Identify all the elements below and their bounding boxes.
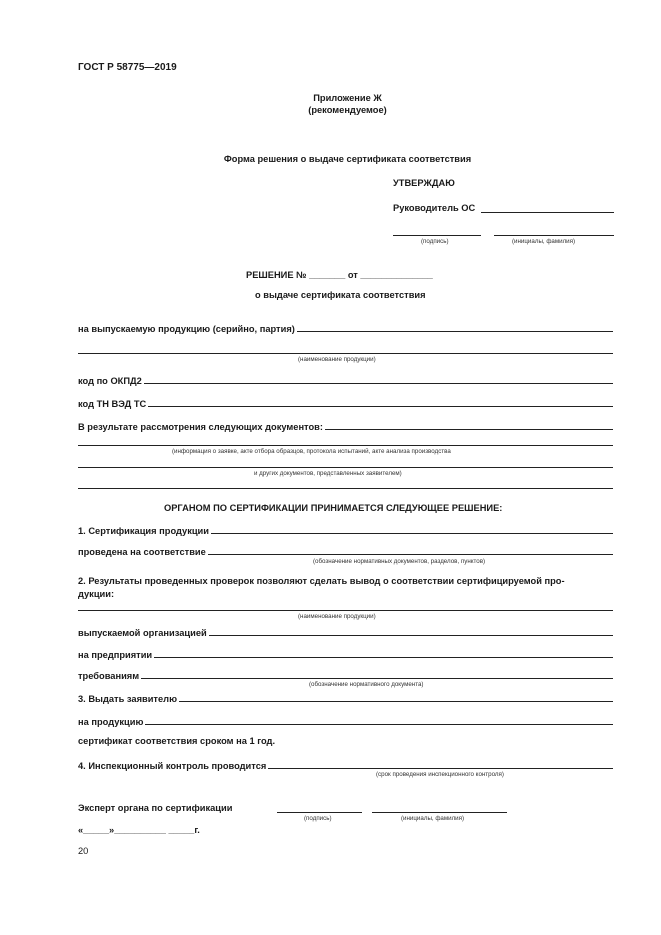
head-signature-caption: (подпись) xyxy=(421,238,449,245)
manufacturer-label: выпускаемой организацией xyxy=(78,628,207,638)
item2-line2: дукции: xyxy=(78,589,115,599)
documents-line-3[interactable] xyxy=(78,467,613,468)
product-label: на выпускаемую продукцию (серийно, партия) xyxy=(78,324,295,334)
item3-label: 3. Выдать заявителю xyxy=(78,694,178,704)
head-label: Руководитель ОС xyxy=(393,203,476,213)
documents-field[interactable] xyxy=(78,418,613,432)
enterprise-label: на предприятии xyxy=(78,650,153,660)
expert-signature-caption: (подпись) xyxy=(304,815,332,822)
item3-product-label: на продукцию xyxy=(78,717,144,727)
product-field[interactable] xyxy=(78,320,613,334)
head-initials-line[interactable] xyxy=(494,235,614,236)
head-signature-line[interactable] xyxy=(393,235,481,236)
documents-line-2[interactable] xyxy=(78,445,613,446)
item2-caption: (наименование продукции) xyxy=(298,613,376,620)
standard-code: ГОСТ Р 58775—2019 xyxy=(78,62,177,73)
resolution-heading: ОРГАНОМ ПО СЕРТИФИКАЦИИ ПРИНИМАЕТСЯ СЛЕДУЮЩЕЕ РЕШЕНИЕ: xyxy=(164,503,503,513)
form-title: Форма решения о выдаче сертификата соответствия xyxy=(223,154,472,164)
manufacturer-field[interactable] xyxy=(78,624,613,638)
documents-label: В результате рассмотрения следующих документов: xyxy=(78,422,323,432)
head-name-line[interactable] xyxy=(481,212,614,213)
head-initials-caption: (инициалы, фамилия) xyxy=(512,238,576,245)
item4-label: 4. Инспекционный контроль проводится xyxy=(78,761,267,771)
item1-caption: (обозначение нормативных документов, разделов, пунктов) xyxy=(313,558,486,565)
decision-title: РЕШЕНИЕ № _______ от ______________ xyxy=(246,270,433,280)
okpd-field[interactable] xyxy=(78,372,613,386)
okpd-label: код по ОКПД2 xyxy=(78,376,142,386)
item1-conducted-label: проведена на соответствие xyxy=(78,547,206,557)
item4-caption: (срок проведения инспекционного контроля) xyxy=(376,771,504,778)
documents-caption-1: (информация о заявке, акте отбора образцов, протокола испытаний, акте анализа производства xyxy=(172,448,451,455)
enterprise-field[interactable] xyxy=(78,646,613,660)
tnved-field[interactable] xyxy=(78,395,613,409)
expert-label: Эксперт органа по сертификации xyxy=(78,803,233,813)
appendix-note: (рекомендуемое) xyxy=(308,105,387,115)
item3-term: сертификат соответствия сроком на 1 год. xyxy=(78,736,276,746)
approve-label: УТВЕРЖДАЮ xyxy=(393,178,455,188)
expert-signature-line[interactable] xyxy=(277,812,362,813)
appendix-title: Приложение Ж xyxy=(313,93,382,103)
requirements-label: требованиям xyxy=(78,671,140,681)
item1-conducted-field[interactable] xyxy=(78,543,613,557)
product-line-2[interactable] xyxy=(78,353,613,354)
item1-field[interactable] xyxy=(78,522,613,536)
expert-initials-caption: (инициалы, фамилия) xyxy=(401,815,465,822)
product-caption: (наименование продукции) xyxy=(298,356,376,363)
decision-subtitle: о выдаче сертификата соответствия xyxy=(255,290,426,300)
documents-line-4[interactable] xyxy=(78,488,613,489)
item3-product-field[interactable] xyxy=(78,713,613,727)
item2-product-line[interactable] xyxy=(78,610,613,611)
item3-field[interactable] xyxy=(78,690,613,704)
requirements-field[interactable] xyxy=(78,667,613,681)
requirements-caption: (обозначение нормативного документа) xyxy=(309,681,424,688)
item1-label: 1. Сертификация продукции xyxy=(78,526,209,536)
documents-caption-2: и других документов, представленных заявителем) xyxy=(254,470,402,477)
expert-initials-line[interactable] xyxy=(372,812,507,813)
item2-line1: 2. Результаты проведенных проверок позволяют сделать вывод о соответствии сертифицируемой про- xyxy=(78,576,565,586)
page-number: 20 xyxy=(78,846,89,856)
date-field[interactable]: «_____»__________ _____г. xyxy=(78,825,200,835)
tnved-label: код ТН ВЭД ТС xyxy=(78,399,147,409)
item4-field[interactable] xyxy=(78,757,613,771)
